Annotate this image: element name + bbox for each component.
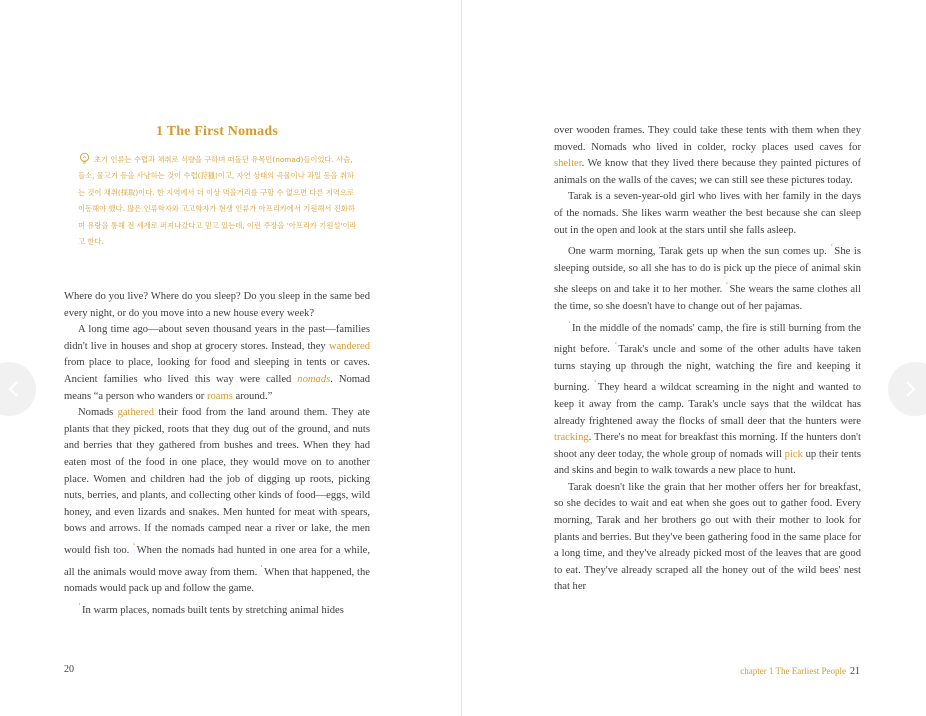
paragraph xyxy=(554,123,861,189)
paragraph xyxy=(554,189,861,239)
page-number-right: 21 xyxy=(850,666,860,677)
chevron-right-icon xyxy=(900,379,920,399)
running-footer xyxy=(740,666,860,677)
paragraph xyxy=(64,289,370,322)
left-page xyxy=(0,0,461,716)
text-run: Tarak doesn't like the grain that her mother offers her for breakfast, so she decides to wait and eat when she goes out to gather food. Every morning, Tarak and her brothers go out with their mother to look for plants and berries. But they've been gathering food in the same place for a long time, and they've already picked most of the leaves that are good to eat. They've already scraped all the honey out of the wild bees' nest that her xyxy=(554,481,861,593)
reading-mark: ʻ xyxy=(830,242,834,253)
reading-mark: ʻ xyxy=(593,378,597,389)
vocabulary-word: roams xyxy=(206,390,233,402)
text-run: their food from the land around them. They ate plants that they picked, roots that they dug out of the ground, and nuts and berries that they gathered from bushes and trees. When they had eaten most of the food in one place, they would move on to another place. Women and children had the job of digging up roots, picking nuts, berries, and plants, and collecting other kinds of food—eggs, wild honey, and even lizards and snakes. Men hunted for meat with spears, bows and arrows. If the nomads camped near a river or lake, the men would fish too. xyxy=(64,407,370,556)
paragraph xyxy=(64,322,370,405)
vocabulary-word: gathered xyxy=(117,407,155,419)
reading-mark: ʻ xyxy=(568,318,571,329)
chapter-title: 1 The First Nomads xyxy=(156,124,278,139)
text-run: . There's no meat for breakfast this morning. If the hunters don't shoot any deer today, the whole group of nomads will xyxy=(554,432,861,460)
chevron-left-icon xyxy=(4,379,24,399)
vocabulary-word: pick xyxy=(784,448,803,460)
reading-mark: ʻ xyxy=(614,340,618,351)
paragraph xyxy=(554,480,861,596)
page-number-left: 20 xyxy=(64,664,74,675)
vocabulary-word: nomads xyxy=(297,373,331,385)
footer-chapter-title: chapter 1 The Earliest People xyxy=(740,666,846,676)
vocabulary-word: wandered xyxy=(328,340,370,352)
text-run: Tarak is a seven-year-old girl who lives with her family in the days of the nomads. She likes warm weather the best because she can sleep out in the open and look at the stars until she falls asleep. xyxy=(554,191,861,236)
text-run: Where do you live? Where do you sleep? Do you sleep in the same bed every night, or do you move into a new house every week? xyxy=(64,291,370,319)
paragraph xyxy=(554,316,861,480)
text-run: over wooden frames. They could take these tents with them when they moved. Nomads who lived in colder, rocky places used caves for xyxy=(554,125,861,153)
text-run: In warm places, nomads built tents by stretching animal hides xyxy=(82,604,344,616)
text-run: One warm morning, Tarak gets up when the sun comes up. xyxy=(568,246,831,258)
text-run: from place to place, looking for food and sleeping in tents or caves. Ancient families who lived this way were called xyxy=(64,357,370,385)
paragraph xyxy=(554,239,861,315)
reading-mark: ʻ xyxy=(260,562,264,573)
text-run: They heard a wildcat screaming in the night and wanted to keep it away from the camp. Tarak's uncle says that the wildcat has already frightened away the flocks of small deer that the hunters were xyxy=(554,382,861,427)
paragraph xyxy=(64,598,370,620)
text-run: around.” xyxy=(232,390,273,402)
text-run: Nomads xyxy=(78,407,118,419)
vocabulary-word: shelter xyxy=(554,158,582,170)
text-run: . Nomad means “a person who wanders or xyxy=(64,373,371,402)
paragraph xyxy=(64,405,370,598)
reading-mark: ʻ xyxy=(132,540,136,551)
lightbulb-icon xyxy=(78,152,91,165)
vocabulary-word: tracking xyxy=(554,432,589,444)
text-run: When the nomads had hunted in one area for a while, all the animals would move away from them. xyxy=(64,544,370,578)
text-run: When that happened, the nomads would pack up and follow the game. xyxy=(64,566,370,595)
text-run: She is sleeping outside, so all she has to do is pick up the piece of animal skin she sleeps on and take it to her mother. xyxy=(554,246,861,296)
text-run: Tarak's uncle and some of the other adults have taken turns staying up through the night, watching the fire and keeping it burning. xyxy=(554,344,862,394)
text-run: up their tents and skins and begin to walk towards a new place to hunt. xyxy=(554,448,861,477)
text-run: In the middle of the nomads' camp, the fire is still burning from the night before. xyxy=(554,322,861,356)
text-run: . We know that they lived there because they painted pictures of animals on the walls of the caves; we can still see these pictures today. xyxy=(554,158,861,186)
reading-mark: ʻ xyxy=(725,280,729,291)
right-body-text xyxy=(554,123,861,596)
text-run: A long time ago—about seven thousand years in the past—families didn't live in houses and shop at grocery stores. Instead, they xyxy=(64,324,370,352)
korean-summary-text: 초기 인류는 수렵과 채취로 식량을 구하며 떠돌던 유목민(nomad)들이었다. 사슴, 들소, 물고기 등을 사냥하는 것이 수렵(狩獵)이고, 자연 상태의 곡물이나 과일 등을 취하는 것이 채취(採取)이다. 한 지역에서 더 이상 먹을거리를 구할 수 없으면 다른 지역으로 이동해야 했다. 많은 인류학자와 고고학자가 현생 인류가 아프리카에서 기원해서 진화하며 유랑을 통해 전 세계로 퍼져나갔다고 믿고 있는데, 이런 주장을 '아프리카 기원설'이라고 한다. xyxy=(78,155,357,247)
reading-mark: ʻ xyxy=(78,600,81,611)
text-run: She wears the same clothes all the time, so she doesn't have to change out of her pajamas. xyxy=(554,284,861,312)
korean-summary-note xyxy=(78,152,360,250)
left-body-text xyxy=(64,289,370,619)
